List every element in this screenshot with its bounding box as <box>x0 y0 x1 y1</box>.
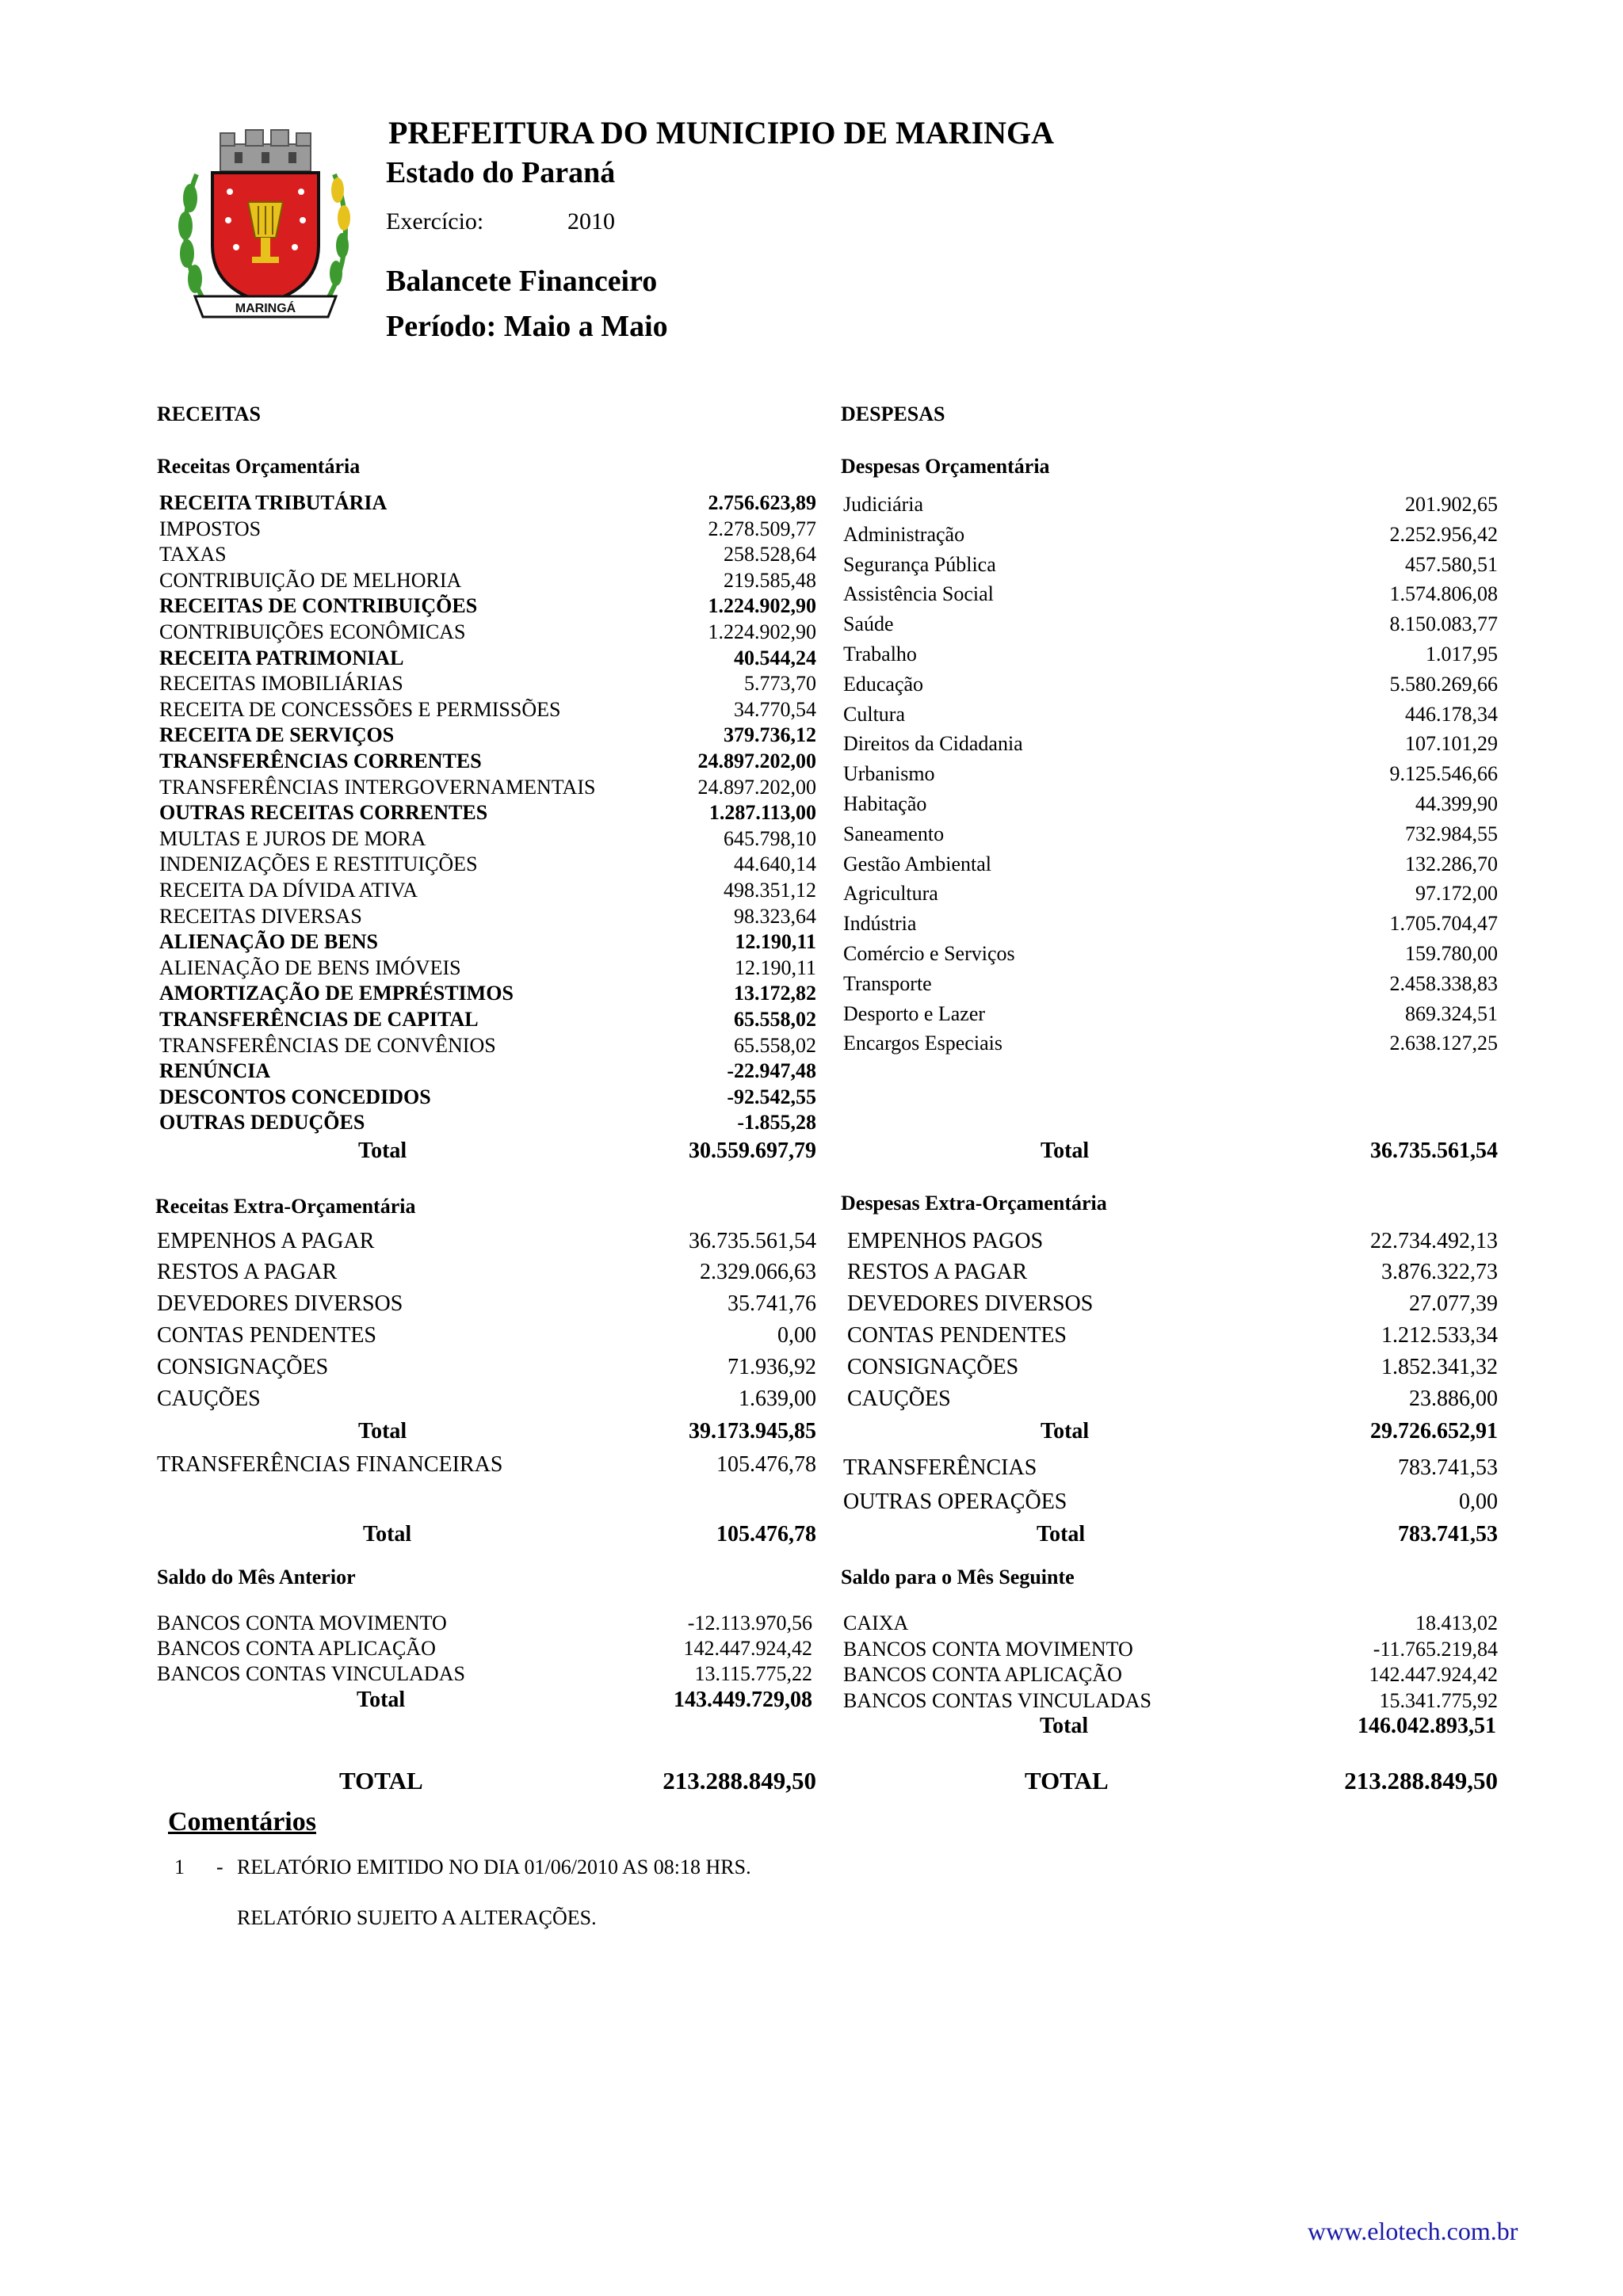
despesa-orc-row-label: Cultura <box>843 702 905 726</box>
receita-orc-row-value: 498.351,12 <box>724 879 816 902</box>
receita-orc-row-value: 34.770,54 <box>734 697 816 721</box>
despesa-orc-row-label: Indústria <box>843 912 917 936</box>
despesa-orc-row-label: Trabalho <box>843 643 917 666</box>
despesas-outras-label: OUTRAS OPERAÇÕES <box>843 1489 1067 1514</box>
wheat-right-icon <box>327 174 350 301</box>
despesa-extra-row-value: 3.876.322,73 <box>1381 1260 1498 1284</box>
receita-orc-row-label: TAXAS <box>159 543 227 566</box>
receita-orc-row-label: RECEITAS IMOBILIÁRIAS <box>159 672 403 696</box>
despesa-extra-row-value: 27.077,39 <box>1409 1291 1498 1316</box>
saldo-anterior-heading: Saldo do Mês Anterior <box>157 1566 356 1589</box>
receita-extra-row-label: EMPENHOS A PAGAR <box>157 1229 375 1253</box>
receita-orc-row-value: 2.278.509,77 <box>708 517 816 540</box>
saldo-seguinte-row-value: 18.413,02 <box>1415 1611 1498 1634</box>
despesa-orc-row-value: 159.780,00 <box>1405 942 1498 965</box>
receita-orc-row-value: 2.756.623,89 <box>708 491 816 514</box>
exercise-label: Exercício: <box>386 208 484 235</box>
comment-line-2: RELATÓRIO SUJEITO A ALTERAÇÕES. <box>237 1906 597 1929</box>
saldo-anterior-row-value: 142.447.924,42 <box>683 1637 812 1660</box>
saldo-anterior-row-label: BANCOS CONTA APLICAÇÃO <box>157 1637 436 1660</box>
receitas-transf-total-label: Total <box>363 1522 412 1547</box>
receita-orc-row-label: RECEITAS DIVERSAS <box>159 904 362 928</box>
receita-orc-row-value: 1.224.902,90 <box>708 594 816 618</box>
receita-extra-row-value: 0,00 <box>777 1323 816 1348</box>
despesas-extra-heading: Despesas Extra-Orçamentária <box>841 1192 1107 1215</box>
receita-orc-row-label: RECEITA DE CONCESSÕES E PERMISSÕES <box>159 697 561 721</box>
despesa-orc-row-label: Desporto e Lazer <box>843 1001 986 1025</box>
saldo-seguinte-row-value: 15.341.775,92 <box>1379 1688 1498 1712</box>
receitas-grand-total-label: TOTAL <box>339 1767 423 1794</box>
despesas-transf-label: TRANSFERÊNCIAS <box>843 1455 1037 1480</box>
despesa-orc-row-value: 132.286,70 <box>1405 852 1498 875</box>
despesa-extra-row-label: CAUÇÕES <box>847 1386 951 1411</box>
receita-orc-row-label: INDENIZAÇÕES E RESTITUIÇÕES <box>159 852 478 876</box>
receita-orc-row-value: 12.190,11 <box>734 955 816 979</box>
despesa-extra-row-label: RESTOS A PAGAR <box>847 1260 1028 1284</box>
despesa-orc-row-value: 5.580.269,66 <box>1389 672 1498 696</box>
saldo-seguinte-row-label: BANCOS CONTA MOVIMENTO <box>843 1637 1133 1661</box>
despesa-orc-row-value: 201.902,65 <box>1405 493 1498 516</box>
city-crest-logo <box>173 127 358 322</box>
saldo-seguinte-row-label: BANCOS CONTAS VINCULADAS <box>843 1688 1151 1712</box>
receita-orc-row-label: OUTRAS DEDUÇÕES <box>159 1111 365 1135</box>
receita-orc-row-value: 98.323,64 <box>734 904 816 928</box>
receita-orc-row-label: OUTRAS RECEITAS CORRENTES <box>159 801 488 825</box>
receitas-grand-total: 213.288.849,50 <box>663 1767 816 1794</box>
despesa-orc-row-value: 44.399,90 <box>1415 792 1498 815</box>
despesa-orc-row-value: 2.252.956,42 <box>1389 522 1498 546</box>
receita-orc-row-value: 219.585,48 <box>724 568 816 592</box>
receitas-extra-total: 39.173.945,85 <box>689 1419 816 1444</box>
receita-orc-row-label: CONTRIBUIÇÕES ECONÔMICAS <box>159 620 466 643</box>
receitas-heading: RECEITAS <box>157 402 262 425</box>
receita-extra-row-value: 36.735.561,54 <box>689 1229 816 1253</box>
despesas-orc-total: 36.735.561,54 <box>1370 1138 1498 1163</box>
despesa-orc-row-label: Encargos Especiais <box>843 1032 1002 1055</box>
despesas-extra-total: 29.726.652,91 <box>1370 1419 1498 1444</box>
despesa-extra-row-value: 22.734.492,13 <box>1370 1229 1498 1253</box>
comment-dash: - <box>216 1855 223 1878</box>
crest-ribbon-text: MARINGÁ <box>235 302 296 315</box>
receita-orc-row-value: 12.190,11 <box>735 930 816 954</box>
receita-orc-row-value: -92.542,55 <box>727 1085 816 1108</box>
despesa-orc-row-label: Saneamento <box>843 822 945 845</box>
receita-orc-row-label: RECEITA DE SERVIÇOS <box>159 723 395 747</box>
despesa-orc-row-value: 446.178,34 <box>1405 702 1498 726</box>
receita-orc-row-value: 379.736,12 <box>724 723 816 747</box>
receita-orc-row-label: IMPOSTOS <box>159 517 262 540</box>
despesa-orc-row-label: Gestão Ambiental <box>843 852 992 875</box>
despesas-orc-total-label: Total <box>1041 1138 1090 1163</box>
despesa-orc-row-label: Judiciária <box>843 493 924 516</box>
receita-orc-row-value: 24.897.202,00 <box>697 775 816 799</box>
receita-orc-row-value: 40.544,24 <box>734 646 816 669</box>
despesas-outras-value: 0,00 <box>1459 1489 1498 1514</box>
despesa-orc-row-value: 732.984,55 <box>1405 822 1498 845</box>
despesa-orc-row-label: Educação <box>843 672 924 696</box>
exercise-year: 2010 <box>567 208 615 235</box>
saldo-anterior-total: 143.449.729,08 <box>674 1688 812 1712</box>
despesa-orc-row-label: Agricultura <box>843 882 938 906</box>
receita-orc-row-label: RECEITA DA DÍVIDA ATIVA <box>159 879 418 902</box>
despesa-orc-row-label: Segurança Pública <box>843 552 996 576</box>
receita-orc-row-label: RECEITA PATRIMONIAL <box>159 646 404 669</box>
receita-orc-row-value: -22.947,48 <box>727 1059 816 1083</box>
comments-heading: Comentários <box>168 1807 316 1836</box>
state-name: Estado do Paraná <box>386 156 616 189</box>
despesa-extra-row-label: EMPENHOS PAGOS <box>847 1229 1044 1253</box>
saldo-anterior-row-value: -12.113.970,56 <box>687 1611 812 1634</box>
saldo-seguinte-row-label: CAIXA <box>843 1611 909 1634</box>
despesa-extra-row-value: 23.886,00 <box>1409 1386 1498 1411</box>
despesa-orc-row-value: 9.125.546,66 <box>1389 762 1498 786</box>
receitas-orc-total-label: Total <box>358 1138 407 1163</box>
laurel-left-icon <box>178 174 204 301</box>
receita-extra-row-label: CAUÇÕES <box>157 1386 261 1411</box>
despesa-extra-row-value: 1.212.533,34 <box>1381 1323 1498 1348</box>
despesa-orc-row-label: Direitos da Cidadania <box>843 732 1023 756</box>
report-title: Balancete Financeiro <box>386 265 658 298</box>
receitas-orc-total: 30.559.697,79 <box>689 1138 816 1163</box>
despesa-orc-row-value: 1.574.806,08 <box>1389 582 1498 606</box>
receita-orc-row-value: 258.528,64 <box>724 543 816 566</box>
receita-extra-row-label: CONSIGNAÇÕES <box>157 1355 329 1379</box>
receita-orc-row-value: 24.897.202,00 <box>697 749 816 772</box>
despesa-orc-row-value: 2.458.338,83 <box>1389 971 1498 995</box>
saldo-anterior-row-label: BANCOS CONTAS VINCULADAS <box>157 1662 465 1685</box>
receita-orc-row-value: 65.558,02 <box>734 1033 816 1057</box>
elotech-link[interactable]: www.elotech.com.br <box>1308 2217 1518 2245</box>
despesa-orc-row-label: Habitação <box>843 792 927 815</box>
receita-orc-row-label: MULTAS E JUROS DE MORA <box>159 826 426 850</box>
despesa-orc-row-label: Saúde <box>843 612 894 636</box>
despesa-orc-row-value: 1.705.704,47 <box>1389 912 1498 936</box>
saldo-seguinte-row-value: 142.447.924,42 <box>1369 1663 1498 1686</box>
receita-orc-row-value: 44.640,14 <box>734 852 816 876</box>
despesas-transf-total-label: Total <box>1037 1522 1086 1547</box>
despesa-extra-row-label: DEVEDORES DIVERSOS <box>847 1291 1094 1316</box>
receita-extra-row-value: 1.639,00 <box>739 1386 816 1411</box>
despesa-orc-row-label: Transporte <box>843 971 932 995</box>
comment-line-1: RELATÓRIO EMITIDO NO DIA 01/06/2010 AS 08:18 HRS. <box>237 1855 751 1878</box>
saldo-anterior-row-value: 13.115.775,22 <box>694 1662 812 1685</box>
receita-orc-row-label: TRANSFERÊNCIAS DE CONVÊNIOS <box>159 1033 496 1057</box>
receita-orc-row-value: 645.798,10 <box>724 826 816 850</box>
receita-orc-row-value: 13.172,82 <box>734 982 816 1005</box>
saldo-seguinte-row-label: BANCOS CONTA APLICAÇÃO <box>843 1663 1122 1686</box>
prefecture-title: PREFEITURA DO MUNICIPIO DE MARINGA <box>388 115 1055 151</box>
receita-orc-row-label: TRANSFERÊNCIAS CORRENTES <box>159 749 482 772</box>
receita-orc-row-label: TRANSFERÊNCIAS INTERGOVERNAMENTAIS <box>159 775 596 799</box>
receita-orc-row-label: RECEITA TRIBUTÁRIA <box>159 491 388 514</box>
despesa-orc-row-label: Comércio e Serviços <box>843 942 1015 965</box>
receitas-extra-heading: Receitas Extra-Orçamentária <box>155 1195 416 1218</box>
receita-orc-row-value: -1.855,28 <box>737 1111 816 1135</box>
receitas-transf-total: 105.476,78 <box>716 1522 816 1547</box>
receita-extra-row-value: 35.741,76 <box>727 1291 816 1316</box>
despesa-orc-row-value: 869.324,51 <box>1405 1001 1498 1025</box>
saldo-anterior-row-label: BANCOS CONTA MOVIMENTO <box>157 1611 447 1634</box>
receita-orc-row-label: CONTRIBUIÇÃO DE MELHORIA <box>159 568 462 592</box>
despesas-grand-total-label: TOTAL <box>1025 1767 1109 1794</box>
receita-orc-row-value: 1.224.902,90 <box>708 620 816 643</box>
despesa-orc-row-label: Assistência Social <box>843 582 994 606</box>
saldo-seguinte-heading: Saldo para o Mês Seguinte <box>841 1566 1075 1589</box>
saldo-seguinte-total-label: Total <box>1040 1714 1089 1738</box>
despesas-transf-total: 783.741,53 <box>1398 1522 1498 1547</box>
despesas-heading: DESPESAS <box>841 402 945 425</box>
receita-extra-row-label: DEVEDORES DIVERSOS <box>157 1291 403 1316</box>
despesa-orc-row-value: 1.017,95 <box>1426 643 1498 666</box>
despesa-extra-row-label: CONTAS PENDENTES <box>847 1323 1067 1348</box>
report-period: Período: Maio a Maio <box>386 310 668 343</box>
receita-orc-row-label: ALIENAÇÃO DE BENS IMÓVEIS <box>159 955 461 979</box>
despesa-orc-row-value: 107.101,29 <box>1405 732 1498 756</box>
receita-orc-row-label: RENÚNCIA <box>159 1059 271 1083</box>
despesa-extra-row-value: 1.852.341,32 <box>1381 1355 1498 1379</box>
saldo-seguinte-total: 146.042.893,51 <box>1358 1714 1496 1738</box>
despesa-orc-row-label: Administração <box>843 522 965 546</box>
receita-extra-row-label: CONTAS PENDENTES <box>157 1323 376 1348</box>
despesa-orc-row-value: 8.150.083,77 <box>1389 612 1498 636</box>
receita-orc-row-value: 1.287.113,00 <box>708 801 816 825</box>
mural-crown-icon <box>220 130 311 171</box>
despesa-orc-row-value: 97.172,00 <box>1415 882 1498 906</box>
despesas-grand-total: 213.288.849,50 <box>1344 1767 1498 1794</box>
despesa-orc-row-value: 457.580,51 <box>1405 552 1498 576</box>
receita-orc-row-value: 5.773,70 <box>744 672 816 696</box>
receita-extra-row-value: 71.936,92 <box>727 1355 816 1379</box>
receita-extra-row-value: 2.329.066,63 <box>700 1260 816 1284</box>
receita-extra-row-label: RESTOS A PAGAR <box>157 1260 338 1284</box>
receitas-transf-label: TRANSFERÊNCIAS FINANCEIRAS <box>157 1452 503 1477</box>
receita-orc-row-label: DESCONTOS CONCEDIDOS <box>159 1085 431 1108</box>
receita-orc-row-label: AMORTIZAÇÃO DE EMPRÉSTIMOS <box>159 982 514 1005</box>
despesas-orc-heading: Despesas Orçamentária <box>841 455 1050 478</box>
despesa-orc-row-label: Urbanismo <box>843 762 935 786</box>
receitas-extra-total-label: Total <box>358 1419 407 1444</box>
receitas-transf-value: 105.476,78 <box>716 1452 816 1477</box>
receita-orc-row-label: TRANSFERÊNCIAS DE CAPITAL <box>159 1008 479 1031</box>
receitas-orc-heading: Receitas Orçamentária <box>157 455 361 478</box>
despesas-transf-value: 783.741,53 <box>1398 1455 1498 1480</box>
despesas-extra-total-label: Total <box>1041 1419 1090 1444</box>
comment-number: 1 <box>174 1855 185 1878</box>
receita-orc-row-label: ALIENAÇÃO DE BENS <box>159 930 378 954</box>
saldo-anterior-total-label: Total <box>357 1688 406 1712</box>
despesa-extra-row-label: CONSIGNAÇÕES <box>847 1355 1019 1379</box>
saldo-seguinte-row-value: -11.765.219,84 <box>1373 1637 1498 1661</box>
receita-orc-row-label: RECEITAS DE CONTRIBUIÇÕES <box>159 594 478 618</box>
receita-orc-row-value: 65.558,02 <box>734 1008 816 1031</box>
despesa-orc-row-value: 2.638.127,25 <box>1389 1032 1498 1055</box>
